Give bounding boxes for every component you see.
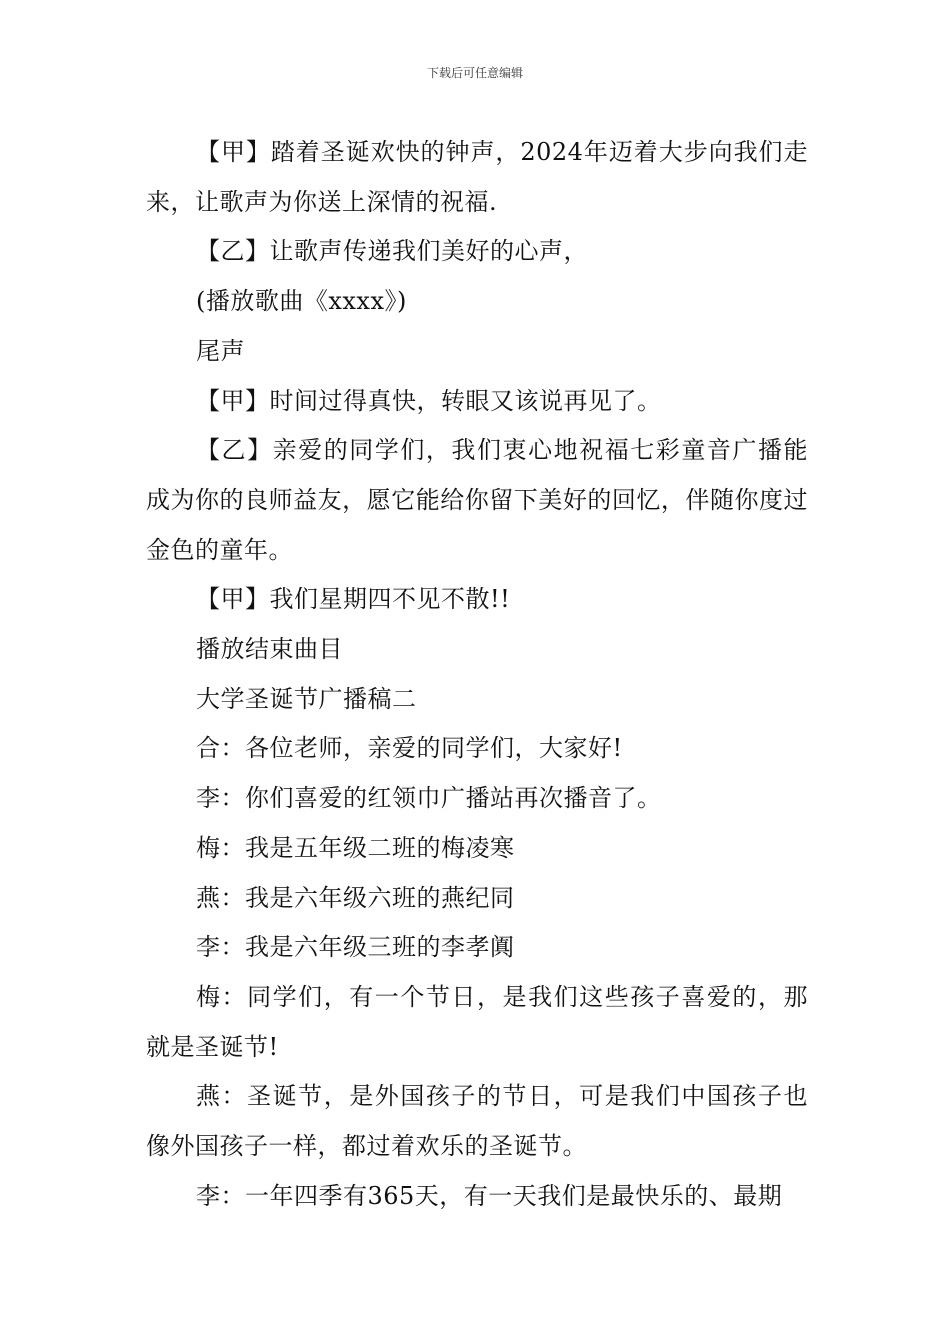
document-body <box>146 128 808 1221</box>
paragraph: 【甲】时间过得真快，转眼又该说再见了。 <box>196 386 662 415</box>
paragraph: 合：各位老师，亲爱的同学们，大家好! <box>196 734 623 763</box>
paragraph: 尾声 <box>196 336 245 365</box>
paragraph: 李：你们喜爱的红领巾广播站再次播音了。 <box>196 784 662 813</box>
paragraph: 梅：我是五年级二班的梅凌寒 <box>196 833 515 862</box>
paragraph: 燕：圣诞节，是外国孩子的节日，可是我们中国孩子也像外国孩子一样，都过着欢乐的圣诞节。 <box>146 1082 808 1161</box>
paragraph: 【甲】踏着圣诞欢快的钟声，2024年迈着大步向我们走来，让歌声为你送上深情的祝福. <box>146 138 808 216</box>
paragraph: (播放歌曲《xxxx》) <box>196 287 407 316</box>
paragraph: 大学圣诞节广播稿二 <box>196 684 417 713</box>
paragraph: 李：一年四季有365天，有一天我们是最快乐的、最期 <box>196 1181 783 1210</box>
paragraph: 【乙】亲爱的同学们，我们衷心地祝福七彩童音广播能成为你的良师益友，愿它能给你留下美好的回忆，伴随你度过金色的童年。 <box>146 436 808 564</box>
paragraph: 【甲】我们星期四不见不散!! <box>196 585 511 614</box>
paragraph: 【乙】让歌声传递我们美好的心声， <box>196 237 588 266</box>
page-header-note: 下载后可任意编辑 <box>426 66 523 80</box>
paragraph: 燕：我是六年级六班的燕纪同 <box>196 883 515 912</box>
paragraph: 李：我是六年级三班的李孝阗 <box>196 933 515 962</box>
paragraph: 梅：同学们，有一个节日，是我们这些孩子喜爱的，那就是圣诞节! <box>146 982 808 1061</box>
paragraph: 播放结束曲目 <box>196 635 343 664</box>
